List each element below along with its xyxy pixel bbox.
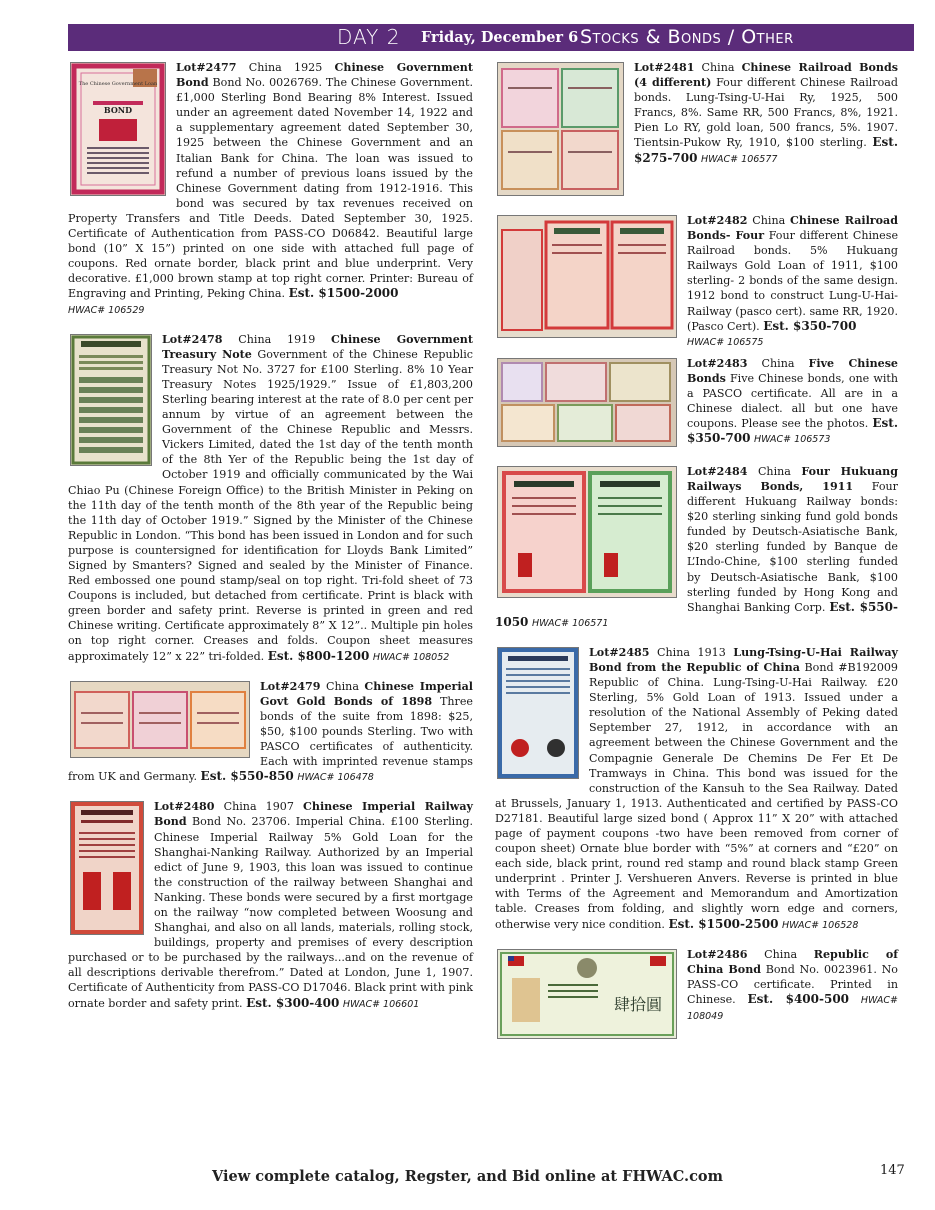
railroad-bonds-icon: [498, 63, 623, 195]
page-header: [68, 24, 914, 51]
lot-description: Five Chinese bonds, one with a PASCO certificate. All are in a Chinese dialect. all but one have coupons. Please see the photos.: [687, 371, 898, 431]
lot-description: Bond No. 23706. Imperial China. £100 Sterling. Chinese Imperial Railway 5% Gold Loan for the Shanghai-Nanking Railway. Authorized by an Imperial edict of June 9, 1903, this loan was issued to continue the construction of the railway between Shanghai and Nanking. These bonds were secured by a first mortgage on the railway “now completed between Woosung and Shanghai, and also on all lands, materials, rolling stock, buildings, property and premises of every description purchased or to be purchased by the railways...and on the revenue of all descriptions derivable therefrom.” Dated at London, June 1, 1907. Certificate of Authenticity from PASS-CO D17046. Black print with pink ornate border and safety print.: [68, 815, 473, 1010]
header-day: DAY 2: [337, 25, 401, 49]
lot-estimate: Est. $350-700: [763, 318, 857, 333]
lot-2484: [495, 450, 898, 631]
lot-estimate: Est. $550-850: [200, 769, 294, 784]
lot-2477-image[interactable]: [70, 62, 166, 196]
right-column: [495, 60, 898, 1042]
lot-estimate: Est. $300-400: [246, 995, 340, 1010]
lot-description: Bond #B192009 Republic of China. Lung-Tsing-U-Hai Railway. £20 Sterling, 5% Gold Loan of 1913. Issued under a resolution of the National Assembly of Peking dated September 27, 1912, in accordance with an agreement between the Chinese Government and the Compagnie Generale De Chemins De Fer Et De Tramways in China. This bond was issued for the construction of the Kansuh to the Sea Railway. Dated at Brussels, January 1, 1913. Authenticated and certified by PASS-CO D27181. Beautiful large sized bond ( Approx 11” X 20” with attached page of payment coupons -two have been removed from corner of coupon sheet) Ornate blue border with “5%” at corners and “£20” on each side, black print, round red stamp and round black stamp Green underprint . Printer J. Vershueren Anvers. Reverse is printed in blue with Terms of the Agreement and Memorandum and Amortization table. Creases from folding, and slightly worn edge and corners, otherwise very nice condition.: [495, 660, 898, 931]
lot-title: Republic of China Bond: [687, 947, 898, 976]
lot-2483-image[interactable]: [497, 358, 677, 447]
lot-title: Chinese Imperial Railway Bond: [154, 800, 473, 829]
lot-2478-image[interactable]: [70, 334, 152, 466]
left-column: [68, 60, 473, 1012]
lot-2482: [495, 199, 898, 350]
lot-hwac: HWAC# 106529: [68, 304, 145, 316]
lot-description: Government of the Chinese Republic Treasury Not No. 3727 for £100 Sterling. 8% 10 Year Treasury Notes 1925/1929.” Issue of £1,803,200 Sterling bearing interest at the rate of 8.0 per cent per annum by virtue of an agreement between the Government of the Chinese Republic and Messrs. Vickers Limited, dated the 1st day of the tenth month of the 8th Yer of the Republic being the 1st day of October 1919 and officially communicated by the Wai Chiao Pu (Chinese Foreign Office) to the British Minister in Peking on the 11th day of the tenth month of the 8th year of the Republic being the 11th day of October 1919.” Signed by the Minister of the Chinese Republic in London. “This bond has been issued in London and for such purpose is countersigned for identification for Lloyds Bank Limited” Signed by Smanters? Signed and sealed by the Minister of Finance. Red embossed one pound stamp/seal on top right. Tri-fold sheet of 73 Coupons is included, but detached from certificate. Print is black with green border and safety print. Reverse is printed in green and red Chinese writing. Certificate approximately 8” X 12”.. Multiple pin holes on top right corner. Creases and folds. Coupon sheet measures approximately 12” x 22” tri-folded.: [68, 347, 473, 663]
railway-bond-icon: [498, 648, 578, 778]
lot-hwac: HWAC# 108049: [687, 994, 899, 1023]
lot-hwac: HWAC# 106601: [342, 998, 420, 1010]
lot-prefix: China: [747, 356, 809, 370]
lot-2482-image[interactable]: [497, 215, 677, 338]
lot-description: Bond No. 0026769. The Chinese Government. £1,000 Sterling Bond Bearing 8% Interest. Issued under an agreement dated November 14, 1922 and a supplementary agreement dated September 30, 1925 between the Chinese Government and an Italian Bank for China. The loan was issued to refund a number of previous loans issued by the Chinese Government dating from 1912-1916. This bond was secured by tax revenues received on Property Transfers and Title Deeds. Dated September 30, 1925. Certificate of Authentication from PASS-CO D06842. Beautiful large bond (10” X 15”) printed on one side with attached full page of coupons. Red ornate border, black print and blue underprint. Very decorative. £1,000 brown stamp at top right corner. Printer: Bureau of Engraving and Printing, Peking China.: [68, 76, 473, 301]
lot-2485: [495, 631, 898, 933]
lot-title: Chinese Imperial Govt Gold Bonds of 1898: [260, 679, 473, 708]
lot-2479-image[interactable]: [70, 681, 250, 758]
lot-estimate: Est. $1500-2500: [668, 916, 779, 931]
lot-description: Four different Hukuang Railway bonds: $20 sterling sinking fund gold bonds funded by Deutsch-Asiatische Bank, $20 sterling funded by Banque de L’Indo-Chine, $100 sterling funded by Deutsch-Asiatische Bank, $100 sterling funded by Hong Kong and Shanghai Banking Corp.: [687, 479, 898, 614]
lot-2483: [495, 350, 898, 448]
lot-2480: [68, 799, 473, 1011]
lot-2481-image[interactable]: [497, 62, 624, 196]
lot-title: Chinese Railroad Bonds (4 different): [634, 61, 899, 90]
header-date: Friday, December 6: [421, 29, 579, 46]
lot-2486: [495, 933, 898, 1024]
lot-title: Lung-Tsing-U-Hai Railway Bond from the Republic of China: [589, 645, 898, 674]
lot-description: Four different Chinese Railroad bonds. 5% Hukuang Railways Gold Loan of 1911, $100 sterling- 2 bonds of the same design. 1912 bond to construct Lung-U-Hai-Railway (pasco cert). same RR, 1920. (Pasco Cert).: [687, 229, 899, 333]
lot-2486-image[interactable]: [497, 949, 677, 1039]
lot-title: Chinese Government Treasury Note: [162, 332, 473, 361]
bonds-collage-icon: [498, 359, 676, 446]
image-chinese-text: 肆拾圓: [613, 994, 663, 1014]
lot-hwac: HWAC# 106575: [687, 336, 764, 348]
lot-number: Lot#2481: [634, 61, 695, 74]
lot-hwac: HWAC# 106577: [700, 153, 778, 165]
republic-bond-icon: [498, 950, 676, 1038]
image-caption: The Chinese Government Loan: [78, 81, 158, 87]
lot-title: Four Hukuang Railways Bonds, 1911: [687, 464, 898, 493]
lot-description: Four different Chinese Railroad bonds. Lung-Tsing-U-Hai Ry, 1925, 500 Francs, 8%. Same RR, 500 Francs, 8%, 1921. Pien Lo RY, gold loan, 500 francs, 5%. 1907. Tientsin-Pukow Ry, 1910, $100 sterling.: [634, 76, 898, 150]
lot-hwac: HWAC# 106571: [531, 617, 609, 629]
lot-2485-image[interactable]: [497, 647, 579, 779]
lot-number: Lot#2484: [687, 464, 748, 478]
lot-2477: [68, 60, 473, 318]
lot-hwac: HWAC# 106573: [753, 434, 831, 446]
lot-prefix: China 1919: [222, 332, 332, 346]
lot-estimate: Est. $400-500: [747, 991, 850, 1006]
lot-description: Three bonds of the suite from 1898: $25, $50, $100 pounds Sterling. Two with PASCO certificates of authenticity. Each with imprinted revenue stamps from UK and Germany.: [68, 694, 473, 784]
lot-prefix: China: [747, 464, 802, 478]
lot-2479: [68, 679, 473, 786]
lot-2484-image[interactable]: [497, 466, 677, 598]
treasury-note-icon: [71, 335, 151, 465]
image-mark: BOND: [103, 105, 133, 115]
lot-prefix: China 1913: [649, 645, 734, 659]
lot-number: Lot#2482: [687, 214, 748, 227]
lot-estimate: Est. $800-1200: [267, 648, 370, 663]
imperial-bonds-icon: [71, 682, 249, 757]
lot-prefix: China: [320, 679, 365, 693]
lot-number: Lot#2477: [176, 61, 237, 74]
lot-hwac: HWAC# 108052: [372, 651, 450, 663]
lot-title: Chinese Railroad Bonds- Four: [687, 214, 898, 243]
hukuang-bonds-icon: [498, 467, 676, 597]
lot-estimate: Est. $550-1050: [495, 599, 898, 629]
footer-catalog-link[interactable]: View complete catalog, Regster, and Bid online at FHWAC.com: [212, 1168, 723, 1185]
page-number: 147: [880, 1163, 905, 1178]
lot-number: Lot#2486: [687, 947, 748, 961]
lot-number: Lot#2479: [260, 679, 321, 693]
lot-prefix: China: [747, 947, 814, 961]
lot-2480-image[interactable]: [70, 801, 144, 935]
lot-prefix: China 1907: [214, 800, 304, 814]
lot-prefix: China 1925: [236, 61, 335, 74]
lot-estimate: Est. $1500-2000: [288, 286, 399, 301]
railroad-bonds-icon: [498, 216, 676, 337]
lot-estimate: Est. $275-700: [634, 135, 898, 165]
lot-description: Bond No. 0023961. No PASS-CO certificate. Printed in Chinese.: [687, 962, 898, 1006]
lot-number: Lot#2483: [687, 356, 748, 370]
lot-number: Lot#2480: [154, 800, 215, 814]
lot-2478: [68, 332, 473, 665]
lot-2481: [495, 60, 898, 167]
lot-estimate: Est. $350-700: [687, 416, 898, 446]
railway-bond-icon: [71, 802, 143, 934]
header-section: Stocks & Bonds / Other: [580, 26, 794, 48]
lot-hwac: HWAC# 106528: [781, 919, 859, 931]
lot-hwac: HWAC# 106478: [297, 772, 374, 784]
lot-number: Lot#2485: [589, 645, 650, 659]
lot-prefix: China: [747, 214, 791, 227]
lot-prefix: China: [694, 61, 742, 74]
lot-title: Chinese Government Bond: [176, 61, 473, 90]
bond-certificate-icon: [71, 63, 165, 195]
lot-title: Five Chinese Bonds: [687, 356, 898, 385]
lot-number: Lot#2478: [162, 332, 223, 346]
